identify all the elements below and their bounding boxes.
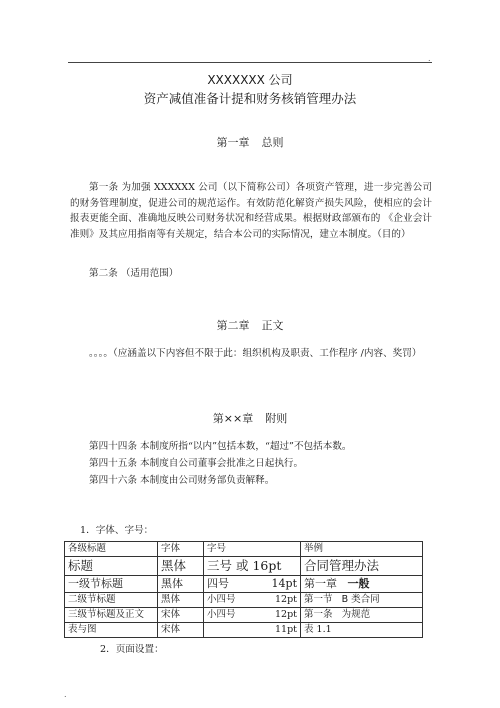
corner-mark: . xyxy=(428,54,431,63)
article-45-line: 第四十五条 本制度自公司董事会批准之日起执行。 xyxy=(89,458,304,469)
row-example-detail: 为规范 xyxy=(341,609,371,620)
chapter-appendix-number: 第××章 xyxy=(212,412,254,425)
chapter-2-name: 正文 xyxy=(261,319,284,332)
row-example-detail: 一般 xyxy=(347,577,370,590)
row-size-pt: 12pt xyxy=(275,609,297,620)
row-level: 表与图 xyxy=(65,623,158,638)
header-rule xyxy=(68,62,432,63)
row-example: 合同管理办法 xyxy=(301,557,423,576)
section-2-label: 2．页面设置： xyxy=(100,644,164,655)
header-font: 字体 xyxy=(158,542,204,557)
table-header-row xyxy=(65,542,423,557)
article-44-line: 第四十四条 本制度所指“以内”包括本数，“超过”不包括本数。 xyxy=(89,441,352,452)
row-size-pt: 12pt xyxy=(275,594,297,605)
row-size-pt: 11pt xyxy=(275,624,297,635)
row-size-cell xyxy=(204,623,301,638)
chapter-2-number: 第二章 xyxy=(216,319,250,332)
row-font: 宋体 xyxy=(158,623,204,638)
row-font: 黑体 xyxy=(158,576,204,593)
company-name: XXXXXXX 公司 xyxy=(207,73,293,87)
table-row xyxy=(65,623,423,638)
row-level: 标题 xyxy=(65,557,158,576)
row-example-detail: B 类合同 xyxy=(341,594,380,605)
row-size: 三号 或 16pt xyxy=(204,557,301,576)
row-example-cell xyxy=(301,608,423,623)
row-example-cell xyxy=(301,576,423,593)
chapter-1-number: 第一章 xyxy=(216,136,250,149)
row-example: 第一节 xyxy=(304,594,333,605)
bottom-mark: . xyxy=(64,690,67,699)
section-1-label: 1．字体、字号： xyxy=(80,525,154,536)
row-size-cell xyxy=(204,608,301,623)
chapter-appendix-name: 附则 xyxy=(265,412,288,425)
row-size: 小四号 xyxy=(207,594,236,605)
table-row xyxy=(65,557,423,576)
row-font: 黑体 xyxy=(158,593,204,608)
table-row xyxy=(65,576,423,593)
row-example: 第一章 xyxy=(304,577,337,590)
chapter-appendix-heading xyxy=(68,410,432,426)
row-size: 四号 xyxy=(207,577,229,590)
row-size-cell xyxy=(204,576,301,593)
row-size: 小四号 xyxy=(207,609,236,620)
row-size-cell xyxy=(204,593,301,608)
article-2-line: 第二条 （适用范围） xyxy=(89,268,179,279)
article-46-line: 第四十六条 本制度由公司财务部负责解释。 xyxy=(89,475,275,486)
table-row xyxy=(65,608,423,623)
row-level: 二级节标题 xyxy=(65,593,158,608)
row-example: 表 1.1 xyxy=(301,623,423,638)
header-size: 字号 xyxy=(204,542,301,557)
row-level: 三级节标题及正文 xyxy=(65,608,158,623)
row-level: 一级节标题 xyxy=(65,576,158,593)
row-example: 第一条 xyxy=(304,609,333,620)
header-example: 举例 xyxy=(301,542,423,557)
row-size-pt: 14pt xyxy=(271,577,297,590)
header-level: 各级标题 xyxy=(65,542,158,557)
chapter-1-heading xyxy=(68,134,432,150)
document-title: 资产减值准备计提和财务核销管理办法 xyxy=(143,91,357,106)
table-row xyxy=(65,593,423,608)
row-example-cell xyxy=(301,593,423,608)
chapter-2-heading xyxy=(68,317,432,333)
article-1-paragraph: 第一条 为加强 XXXXXX 公司（以下简称公司）各项资产管理，进一步完善公司的财务管理制度，促进公司的规范运作。有效防范化解资产损失风险，使相应的会计报表更能全面、准确地反映公司财务状况和经营成果。根据财政部颁布的 《企业会计准则》及其应用指南等有关规定，结合本公司的实际情况，建立本制度。（目的） xyxy=(70,182,432,240)
format-table xyxy=(64,541,423,638)
chapter-2-body: 。。。。（应涵盖以下内容但不限于此：组织机构及职责、工作程序 /内容、奖罚） xyxy=(89,348,422,359)
row-font: 宋体 xyxy=(158,608,204,623)
row-font: 黑体 xyxy=(158,557,204,576)
chapter-1-name: 总则 xyxy=(261,136,284,149)
